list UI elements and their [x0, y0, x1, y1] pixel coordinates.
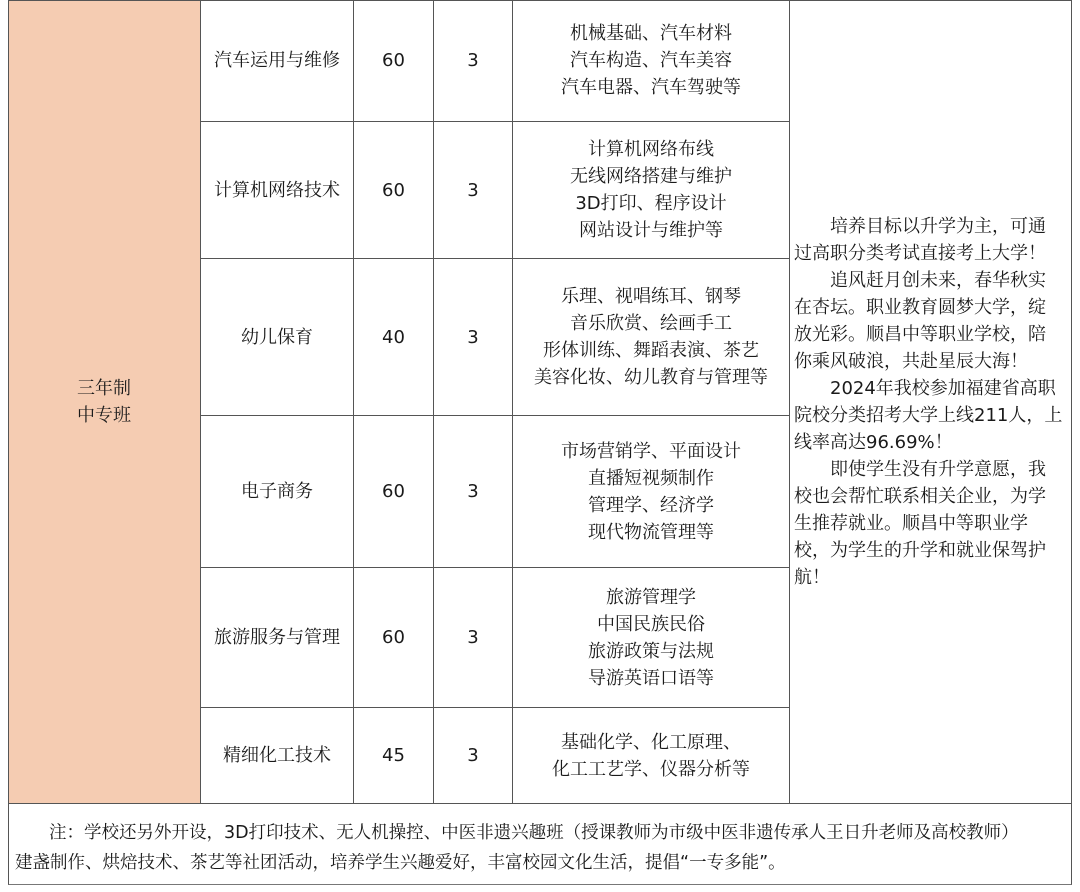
course-line: 中国民族民俗 [597, 613, 705, 635]
course-line: 直播短视频制作 [588, 467, 714, 489]
major-name: 计算机网络技术 [201, 122, 354, 259]
course-line: 机械基础、汽车材料 [570, 23, 732, 44]
study-years: 3 [434, 568, 513, 708]
enrollment-count: 60 [354, 416, 434, 568]
table-left-border [8, 0, 9, 803]
level-line-2: 中专班 [77, 404, 131, 426]
core-courses [513, 568, 790, 708]
course-line: 乐理、视唱练耳、钢琴 [561, 286, 741, 307]
core-courses [513, 259, 790, 416]
enrollment-count: 60 [354, 122, 434, 259]
core-courses [513, 416, 790, 568]
enrollment-count: 40 [354, 259, 434, 416]
major-name: 精细化工技术 [201, 708, 354, 804]
course-line: 形体训练、舞蹈表演、茶艺 [543, 340, 759, 361]
footnote-line-2: 建盏制作、烘焙技术、茶艺等社团活动，培养学生兴趣爱好，丰富校园文化生活，提倡“一专多能”。 [15, 853, 786, 873]
study-years: 3 [434, 122, 513, 259]
program-table [8, 0, 1072, 803]
course-line: 汽车构造、汽车美容 [570, 50, 732, 71]
study-years: 3 [434, 416, 513, 568]
description-paragraph: 培养目标以升学为主，可通过高职分类考试直接考上大学！ [794, 215, 1046, 264]
program-description [790, 0, 1072, 804]
study-years: 3 [434, 708, 513, 804]
course-line: 美容化妆、幼儿教育与管理等 [534, 367, 768, 388]
course-line: 基础化学、化工原理、 [561, 731, 741, 753]
enrollment-count: 60 [354, 568, 434, 708]
description-paragraph: 2024年我校参加福建省高职院校分类招考大学上线211人，上线率高达96.69%！ [794, 377, 1063, 453]
core-courses [513, 122, 790, 259]
footnote [8, 803, 1072, 885]
enrollment-count: 60 [354, 0, 434, 122]
major-name: 旅游服务与管理 [201, 568, 354, 708]
course-line: 市场营销学、平面设计 [561, 440, 741, 462]
course-line: 汽车电器、汽车驾驶等 [561, 77, 741, 98]
core-courses [513, 708, 790, 804]
major-name: 汽车运用与维修 [201, 0, 354, 122]
description-paragraph: 即使学生没有升学意愿，我校也会帮忙联系相关企业，为学生推荐就业。顺昌中等职业学校，为学生的升学和就业保驾护航！ [794, 458, 1046, 588]
level-line-1: 三年制 [77, 377, 131, 399]
footnote-line-1: 注：学校还另外开设，3D打印技术、无人机操控、中医非遗兴趣班（授课教师为市级中医非遗传承人王日升老师及高校教师） [49, 823, 1019, 843]
program-level-cell [8, 0, 201, 804]
major-name: 幼儿保育 [201, 259, 354, 416]
course-line: 导游英语口语等 [588, 667, 714, 689]
course-line: 音乐欣赏、绘画手工 [570, 313, 732, 334]
core-courses [513, 0, 790, 122]
study-years: 3 [434, 259, 513, 416]
course-line: 3D打印、程序设计 [575, 193, 727, 214]
course-line: 现代物流管理等 [588, 521, 714, 543]
course-line: 网站设计与维护等 [579, 220, 723, 241]
enrollment-count: 45 [354, 708, 434, 804]
course-line: 旅游政策与法规 [588, 640, 714, 662]
course-line: 管理学、经济学 [588, 494, 714, 516]
study-years: 3 [434, 0, 513, 122]
table-top-border [8, 0, 1072, 1]
course-line: 旅游管理学 [606, 586, 696, 608]
course-line: 无线网络搭建与维护 [570, 166, 732, 187]
description-paragraph: 追风赶月创未来，春华秋实在杏坛。职业教育圆梦大学，绽放光彩。顺昌中等职业学校，陪你乘风破浪，共赴星辰大海！ [794, 269, 1046, 372]
major-name: 电子商务 [201, 416, 354, 568]
course-line: 化工工艺学、仪器分析等 [552, 758, 750, 780]
course-line: 计算机网络布线 [588, 139, 714, 160]
